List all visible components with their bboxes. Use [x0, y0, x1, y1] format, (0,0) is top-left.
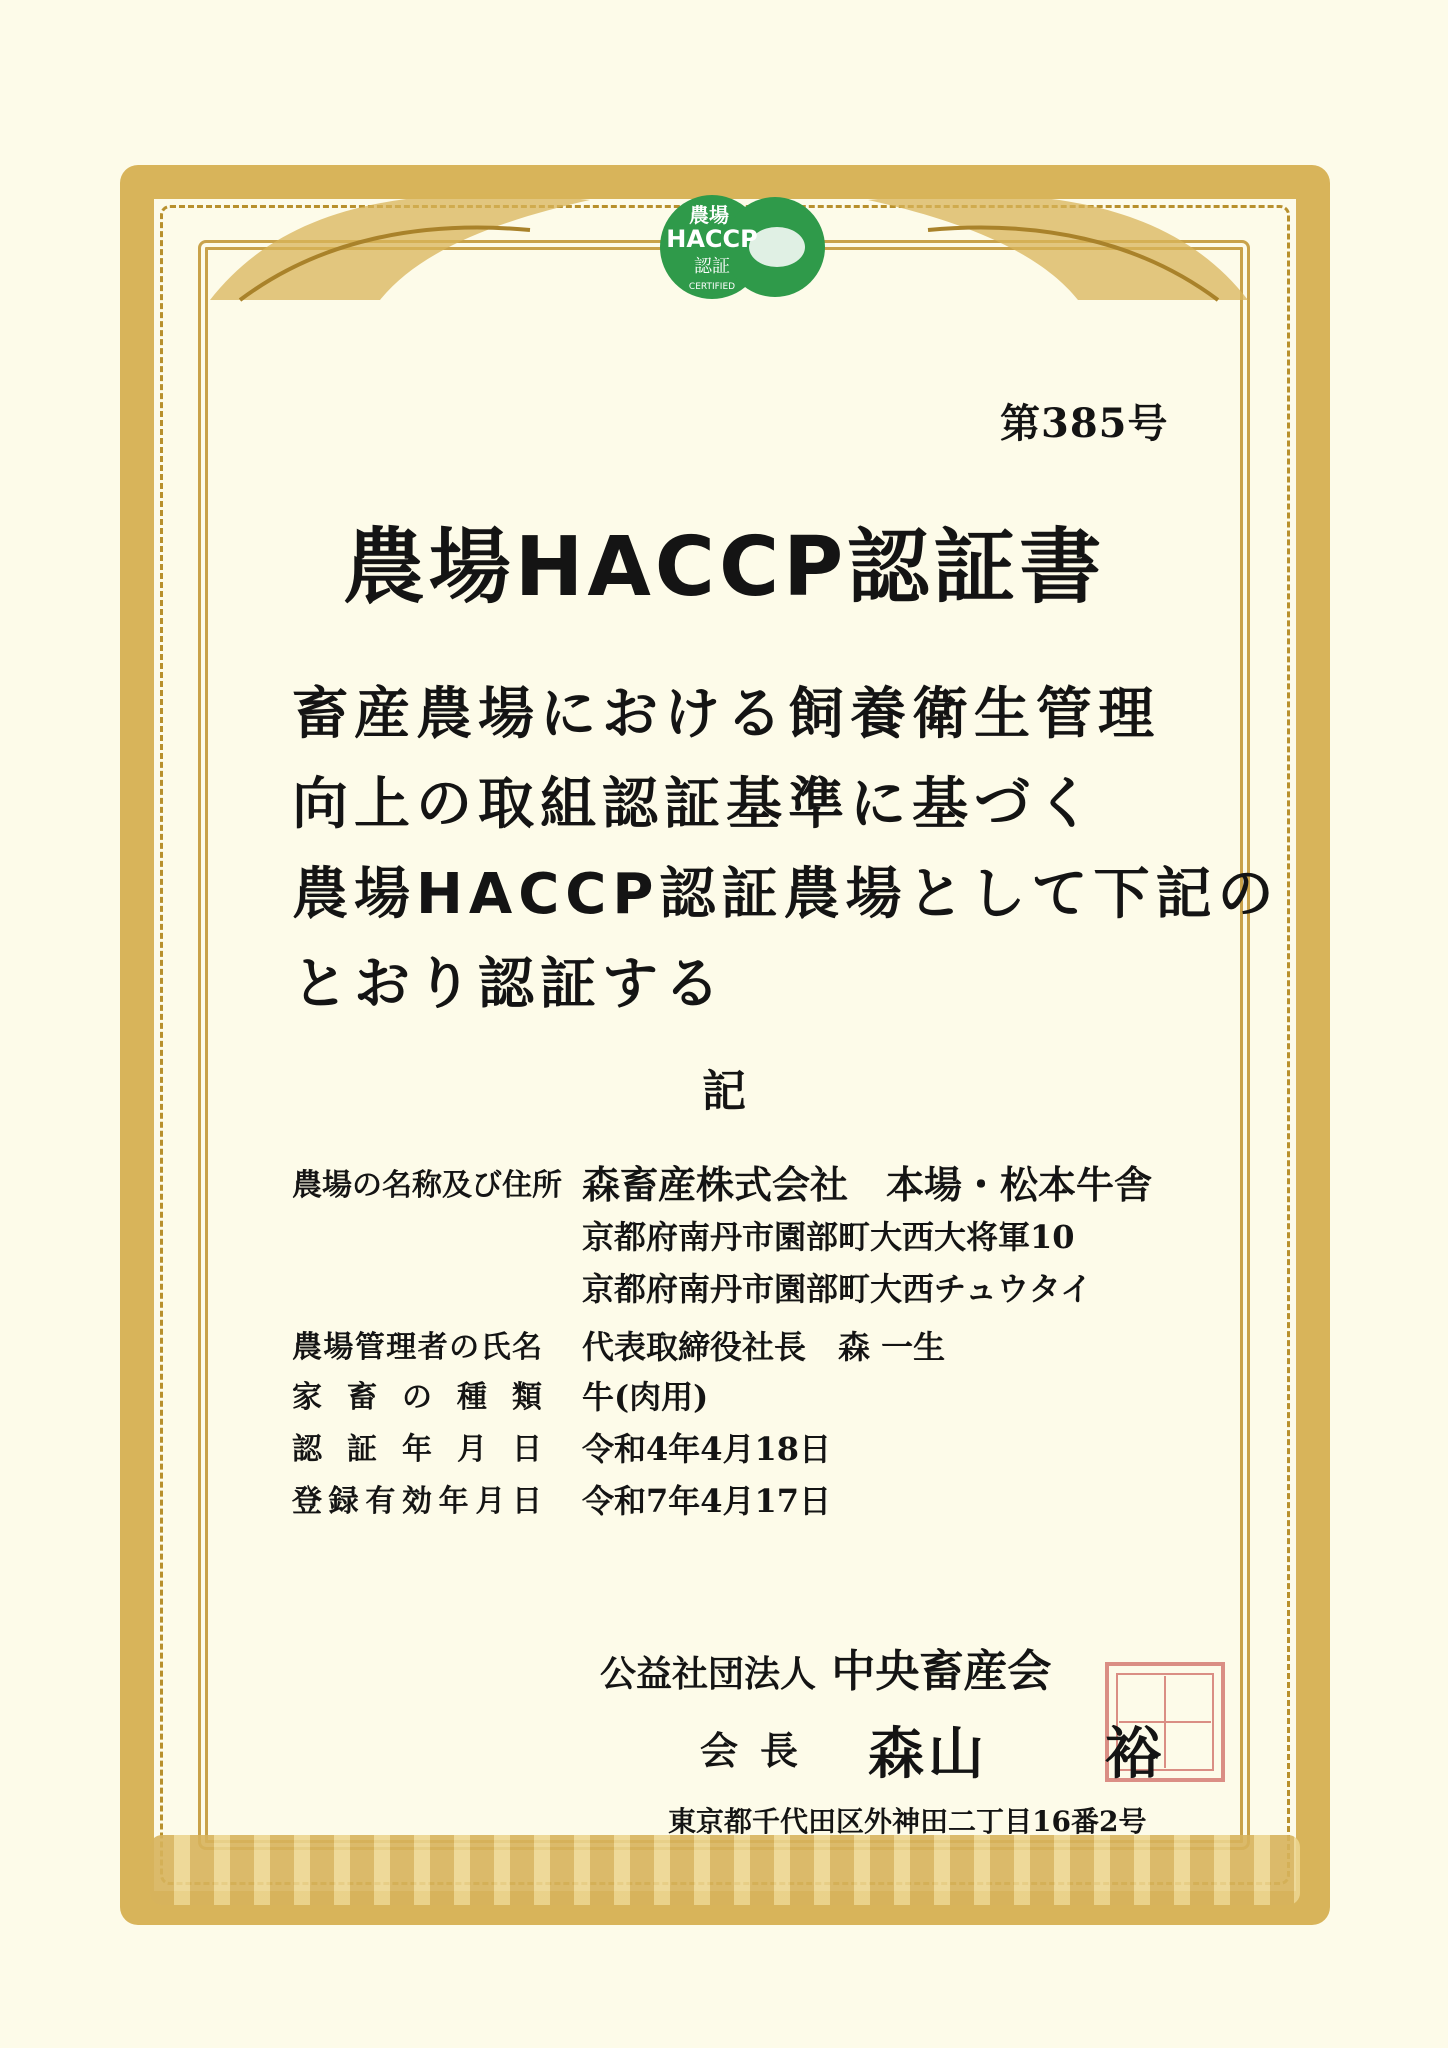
cert-date-value: 令和4年4月18日 [582, 1430, 832, 1468]
statement-line: とおり認証する [292, 952, 726, 1017]
document-title: 農場HACCP認証書 [342, 520, 1106, 615]
logo-line1: 農場 [689, 203, 729, 227]
farm-address-1: 京都府南丹市園部町大西大将軍10 [582, 1218, 1075, 1256]
farm-name: 森畜産株式会社 本場・松本牛舎 [582, 1162, 1153, 1207]
logo-line2: HACCP [666, 225, 758, 253]
phoenix-right-ornament [858, 170, 1258, 310]
phoenix-left-ornament [200, 170, 600, 310]
certification-statement [292, 670, 1280, 1030]
president-given-name: 裕 [1105, 1721, 1161, 1787]
org-name: 中央畜産会 [831, 1646, 1052, 1697]
statement-line: 向上の取組認証基準に基づく [292, 772, 1098, 837]
cert-date-label: 認証年月日 [292, 1432, 542, 1467]
ki-heading: 記 [702, 1066, 746, 1117]
manager-value: 代表取締役社長 森 一生 [582, 1328, 946, 1366]
president-title: 会長 [700, 1728, 821, 1773]
bottom-ornament-band [150, 1835, 1300, 1905]
livestock-label: 家畜の種類 [292, 1380, 542, 1415]
statement-line: 農場HACCP認証農場として下記の [292, 862, 1280, 927]
president-surname: 森山 [868, 1721, 988, 1787]
issuer-address: 東京都千代田区外神田二丁目16番2号 [668, 1805, 1147, 1838]
haccp-logo [657, 192, 827, 302]
logo-line4: CERTIFIED [688, 282, 736, 292]
statement-line: 畜産農場における飼養衛生管理 [292, 682, 1160, 747]
certificate-number: 第385号 [1000, 400, 1169, 447]
manager-label: 農場管理者の氏名 [292, 1330, 542, 1365]
valid-date-label: 登録有効年月日 [292, 1484, 542, 1519]
livestock-value: 牛(肉用) [582, 1378, 709, 1416]
inner-border [198, 240, 1280, 1850]
logo-line3: 認証 [694, 256, 730, 277]
farm-label: 農場の名称及び住所 [292, 1168, 562, 1203]
org-prefix: 公益社団法人 [600, 1653, 817, 1695]
issuer-organization [600, 1635, 1051, 1699]
valid-date-value: 令和7年4月17日 [582, 1482, 832, 1520]
farm-address-2: 京都府南丹市園部町大西チュウタイ [582, 1270, 1093, 1308]
